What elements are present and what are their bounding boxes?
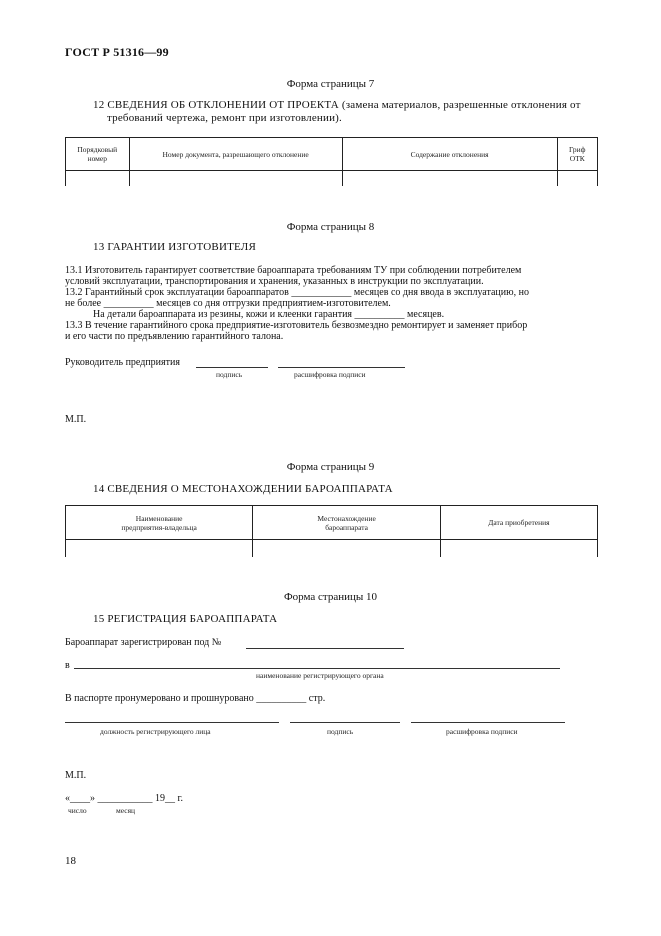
- col-otk-line2: ОТК: [569, 154, 585, 163]
- registrar-decode-caption: расшифровка подписи: [446, 727, 518, 736]
- registered-under-label: Бароаппарат зарегистрирован под №: [65, 637, 222, 648]
- guarantee-p1-line2: условий эксплуатации, транспортирования и хранения, указанных в инструкции по эксплуатации.: [65, 276, 484, 287]
- form10-title: Форма страницы 10: [283, 591, 378, 603]
- document-id: ГОСТ Р 51316—99: [65, 45, 169, 59]
- deviation-table: [65, 137, 598, 186]
- form7-section-line1: 12 СВЕДЕНИЯ ОБ ОТКЛОНЕНИИ ОТ ПРОЕКТА (замена материалов, разрешенные отклонения от: [93, 99, 581, 111]
- guarantee-p1-line1: 13.1 Изготовитель гарантирует соответствие бароаппарата требованиям ТУ при соблюдении потребителем: [65, 265, 522, 276]
- form9-title: Форма страницы 9: [286, 461, 375, 473]
- deviation-empty-row: [66, 171, 598, 186]
- guarantee-p2-line1: 13.2 Гарантийный срок эксплуатации бароаппаратов ____________ месяцев со дня ввода в эксплуатацию, но: [65, 287, 529, 298]
- guarantee-p3-line1: 13.3 В течение гарантийного срока предприятие-изготовитель безвозмездно ремонтирует и заменяет прибор: [65, 320, 528, 331]
- form8-title: Форма страницы 8: [286, 221, 375, 233]
- registration-number-line: [246, 648, 404, 649]
- head-signature-caption: подпись: [216, 370, 243, 379]
- location-table: [65, 505, 598, 557]
- col-owner-line1: Наименование: [135, 513, 183, 523]
- location-empty-row: [66, 540, 598, 557]
- month-caption: месяц: [116, 806, 136, 815]
- form10-stamp: М.П.: [65, 770, 87, 781]
- form9-section: 14 СВЕДЕНИЯ О МЕСТОНАХОЖДЕНИИ БАРОАППАРАТА: [93, 483, 393, 495]
- registrar-signature-line: [290, 722, 400, 723]
- col-location-line2: бароаппарата: [325, 522, 369, 532]
- registering-organ-caption: наименование регистрирующего органа: [256, 671, 384, 680]
- day-caption: число: [68, 806, 87, 815]
- col-number-line2: номер: [87, 154, 108, 163]
- position-line: [65, 722, 279, 723]
- col-number-line1: Порядковый: [77, 145, 118, 154]
- location-col-owner: [66, 506, 253, 540]
- col-otk-line1: Гриф: [569, 145, 586, 154]
- form8-section: 13 ГАРАНТИИ ИЗГОТОВИТЕЛЯ: [93, 241, 256, 253]
- head-decode-caption: расшифровка подписи: [294, 370, 366, 379]
- location-col-location: [253, 506, 441, 540]
- deviation-col-document: Номер документа, разрешающего отклонение: [129, 138, 342, 171]
- numbered-pages-text: В паспорте пронумеровано и прошнуровано __________ стр.: [65, 693, 326, 704]
- head-decode-line: [278, 367, 405, 368]
- deviation-col-content: Содержание отклонения: [342, 138, 557, 171]
- guarantee-p2-line2: не более __________ месяцев со дня отгрузки предприятием-изготовителем.: [65, 298, 391, 309]
- col-owner-line2: предприятия-владельца: [121, 522, 197, 532]
- head-of-enterprise-label: Руководитель предприятия: [65, 357, 180, 368]
- registering-organ-line: [74, 668, 560, 669]
- guarantee-p3-line2: и его части по предъявлению гарантийного талона.: [65, 331, 284, 342]
- position-caption: должность регистрирующего лица: [100, 727, 211, 736]
- head-signature-line: [196, 367, 268, 368]
- registrar-decode-line: [411, 722, 565, 723]
- col-location-line1: Местонахождение: [317, 513, 376, 523]
- deviation-col-otk: [557, 138, 597, 171]
- form8-stamp: М.П.: [65, 414, 87, 425]
- form10-section: 15 РЕГИСТРАЦИЯ БАРОАППАРАТА: [93, 613, 278, 625]
- form7-title: Форма страницы 7: [286, 78, 375, 90]
- date-line: «____» ___________ 19__ г.: [65, 793, 183, 804]
- form7-section-line2: требований чертежа, ремонт при изготовлении).: [107, 112, 342, 124]
- page-number: 18: [65, 855, 76, 867]
- registrar-signature-caption: подпись: [327, 727, 354, 736]
- registered-in-label: в: [65, 660, 70, 671]
- guarantee-text: [65, 265, 605, 342]
- guarantee-p2-line3: На детали бароаппарата из резины, кожи и клеенки гарантия __________ месяцев.: [93, 309, 445, 320]
- location-col-date: Дата приобретения: [440, 506, 597, 540]
- deviation-col-number: [66, 138, 130, 171]
